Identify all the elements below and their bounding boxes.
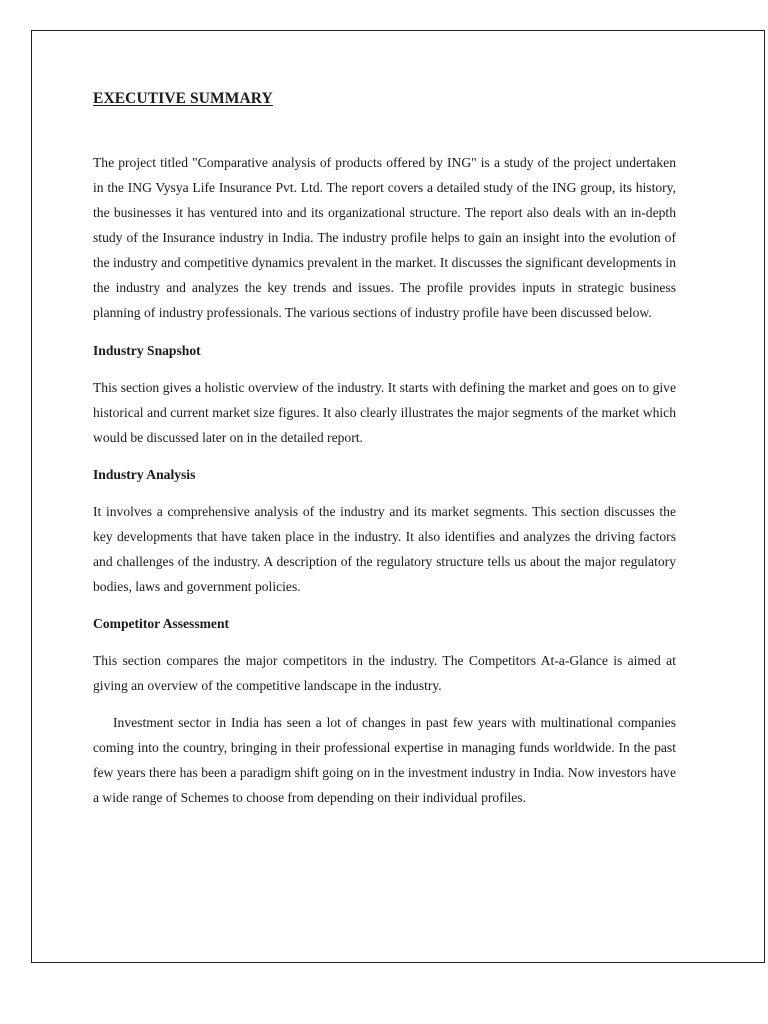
intro-paragraph: The project titled "Comparative analysis of products offered by ING" is a study of the project undertaken in the ING Vysya Life Insurance Pvt. Ltd. The report covers a detailed study of the ING group, its history, the businesses it has ventured into and its organizational structure. The report also deals with an in-depth study of the Insurance industry in India. The industry profile helps to gain an insight into the evolution of the industry and competitive dynamics prevalent in the market. It discusses the significant developments in the industry and analyzes the key trends and issues. The profile provides inputs in strategic business planning of industry professionals. The various sections of industry profile have been discussed below. [93,155,676,320]
section-competitor-assessment [93,611,676,698]
document-body [93,90,676,810]
section-heading: Industry Analysis [93,467,196,482]
section-paragraph: This section gives a holistic overview of the industry. It starts with defining the market and goes on to give historical and current market size figures. It also clearly illustrates the major segments of the market which would be discussed later on in the detailed report. [93,380,676,445]
section-paragraph: This section compares the major competitors in the industry. The Competitors At-a-Glance is aimed at giving an overview of the competitive landscape in the industry. [93,653,676,693]
page-title: EXECUTIVE SUMMARY [93,90,273,107]
section-heading: Industry Snapshot [93,343,201,358]
section-paragraph: It involves a comprehensive analysis of the industry and its market segments. This section discusses the key developments that have taken place in the industry. It also identifies and analyzes the driving factors and challenges of the industry. A description of the regulatory structure tells us about the major regulatory bodies, laws and government policies. [93,504,676,594]
section-industry-snapshot [93,338,676,450]
section-heading: Competitor Assessment [93,616,230,631]
closing-paragraph: Investment sector in India has seen a lot of changes in past few years with multinational companies coming into the country, bringing in their professional expertise in managing funds worldwide. In the past few years there has been a paradigm shift going on in the investment industry in India. Now investors have a wide range of Schemes to choose from depending on their individual profiles. [93,715,676,805]
section-industry-analysis [93,462,676,599]
